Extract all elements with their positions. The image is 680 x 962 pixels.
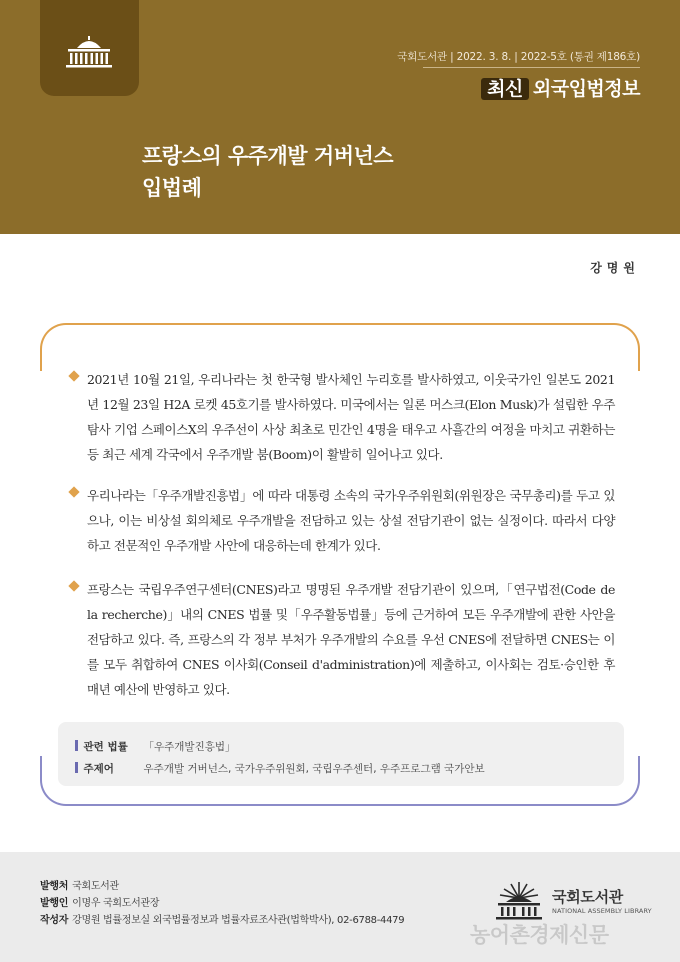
writer-label: 작성자 (40, 915, 69, 926)
row-marker (75, 740, 78, 751)
related-law-row (75, 739, 236, 754)
publisher-label: 발행처 (40, 881, 69, 892)
issuer-label: 발행인 (40, 898, 69, 909)
keywords-label: 주제어 (83, 763, 114, 775)
summary-paragraph-1: 2021년 10월 21일, 우리나라는 첫 한국형 발사체인 누리호를 발사하였고, 이웃국가인 일본도 2021년 12월 23일 H2A 로켓 45호기를 발사하였다. 미국에서는 일론 머스크(Elon Musk)가 설립한 우주탐사 기업 스페이스X의 우주선이 사상 최초로 민간인 4명을 태우고 사흘간의 여정을 마치고 귀환하는 등 최근 세계 각국에서 우주개발 붐(Boom)이 활발히 일어나고 있다. (70, 367, 615, 467)
series-name: 외국입법정보 (532, 78, 640, 100)
logo-tab (40, 0, 139, 96)
header-divider (423, 67, 640, 68)
library-name-english: NATIONAL ASSEMBLY LIBRARY (552, 907, 652, 915)
diamond-bullet-icon (68, 486, 79, 497)
writer-value: 강명원 법률정보실 외국법률정보과 법률자료조사관(법학박사), 02-6788-4479 (72, 915, 405, 926)
national-assembly-icon (60, 34, 118, 70)
library-name-korean: 국회도서관 (552, 888, 623, 906)
series-title (481, 74, 640, 101)
related-law-value: 「우주개발진흥법」 (143, 741, 236, 753)
publisher-value: 국회도서관 (72, 881, 119, 892)
issuer-value: 이명우 국회도서관장 (72, 898, 160, 909)
summary-paragraph-3: 프랑스는 국립우주연구센터(CNES)라고 명명된 우주개발 전담기관이 있으며,「연구법전(Code de la recherche)」내의 CNES 법률 및「우주활동법률」등에 근거하여 모든 우주개발에 관한 사안을 전담하고 있다. 즉, 프랑스의 각 정부 부처가 우주개발의 수요를 우선 CNES에 전달하면 CNES는 이를 모두 취합하여 CNES 이사회(Conseil d'administration)에 제출하고, 이사회는 검토·승인한 후 매년 예산에 반영하고 있다. (70, 577, 615, 702)
diamond-bullet-icon (68, 370, 79, 381)
title-line-1: 프랑스의 우주개발 거버넌스 (142, 144, 394, 168)
diamond-bullet-icon (68, 580, 79, 591)
summary-paragraph-2: 우리나라는「우주개발진흥법」에 따라 대통령 소속의 국가우주위원회(위원장은 국무총리)를 두고 있으나, 이는 비상설 회의체로 우주개발을 전담하고 있는 상설 전담기관이 없는 실정이다. 따라서 다양하고 전문적인 우주개발 사안에 대응하는데 한계가 있다. (70, 483, 615, 558)
issue-meta: 국회도서관 | 2022. 3. 8. | 2022-5호 (통권 제186호) (397, 51, 640, 63)
news-watermark: 농어촌경제신문 (470, 923, 609, 947)
national-assembly-library-logo-icon (492, 880, 546, 922)
issuer-line (40, 894, 159, 909)
document-title (142, 140, 393, 204)
header-banner (0, 0, 680, 234)
publisher-line (40, 877, 119, 892)
summary-box-bottom-border (40, 756, 640, 806)
summary-box-top-border (40, 323, 640, 371)
related-law-label: 관련 법률 (83, 741, 128, 753)
writer-line (40, 911, 404, 926)
title-line-2: 입법례 (142, 176, 202, 200)
author-name: 강명원 (590, 261, 640, 275)
series-badge: 최신 (481, 78, 529, 100)
keywords-value: 우주개발 거버넌스, 국가우주위원회, 국립우주센터, 우주프로그램 국가안보 (143, 763, 485, 775)
